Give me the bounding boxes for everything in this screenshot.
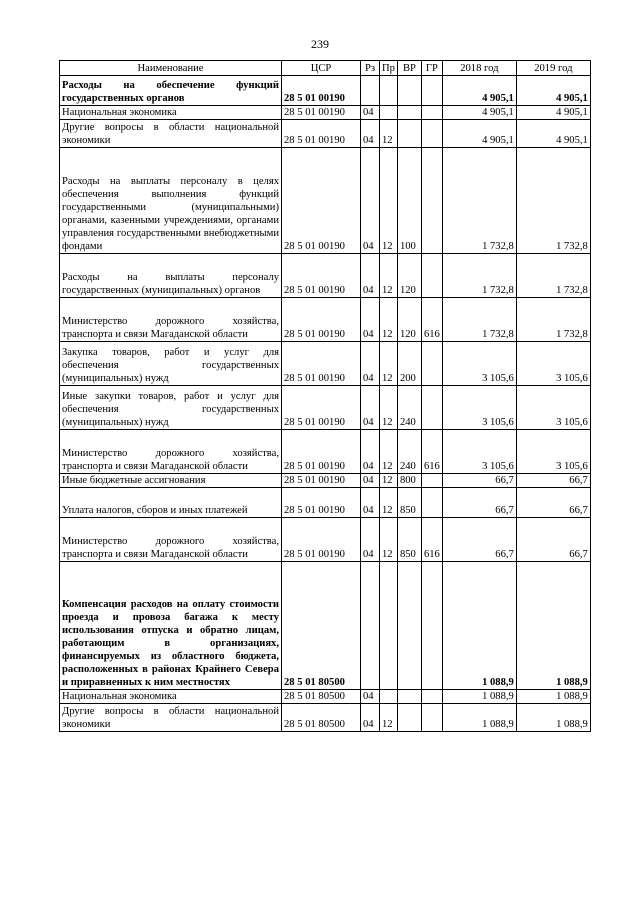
cell-2019: 3 105,6: [516, 342, 590, 386]
cell-gr: [421, 148, 442, 254]
cell-pr: 12: [380, 120, 398, 148]
table-row: [60, 474, 591, 488]
table-row: [60, 690, 591, 704]
cell-rz: 04: [361, 474, 380, 488]
cell-name: Другие вопросы в области национальной экономики: [60, 704, 282, 732]
cell-name: Национальная экономика: [60, 106, 282, 120]
cell-pr: 12: [380, 474, 398, 488]
cell-2018: 1 088,9: [442, 562, 516, 690]
cell-rz: 04: [361, 704, 380, 732]
table-row: [60, 518, 591, 562]
cell-2019: 4 905,1: [516, 76, 590, 106]
cell-csr: 28 5 01 00190: [282, 488, 361, 518]
cell-gr: [421, 690, 442, 704]
cell-vr: [397, 562, 421, 690]
cell-name: Расходы на выплаты персоналу государственных (муниципальных) органов: [60, 254, 282, 298]
table-row: [60, 342, 591, 386]
cell-2018: 66,7: [442, 474, 516, 488]
cell-vr: 100: [397, 148, 421, 254]
cell-csr: 28 5 01 00190: [282, 430, 361, 474]
cell-gr: 616: [421, 430, 442, 474]
cell-csr: 28 5 01 80500: [282, 562, 361, 690]
cell-2019: 1 088,9: [516, 562, 590, 690]
cell-2019: 1 088,9: [516, 690, 590, 704]
header-gr: ГР: [421, 61, 442, 76]
cell-vr: 240: [397, 386, 421, 430]
header-name: Наименование: [60, 61, 282, 76]
cell-2018: 66,7: [442, 488, 516, 518]
header-2019: 2019 год: [516, 61, 590, 76]
header-rz: Рз: [361, 61, 380, 76]
cell-pr: 12: [380, 386, 398, 430]
cell-name: Национальная экономика: [60, 690, 282, 704]
cell-name: Иные бюджетные ассигнования: [60, 474, 282, 488]
cell-name: Министерство дорожного хозяйства, транспорта и связи Магаданской области: [60, 518, 282, 562]
cell-2018: 4 905,1: [442, 120, 516, 148]
cell-2019: 1 732,8: [516, 298, 590, 342]
table-row: [60, 298, 591, 342]
cell-pr: 12: [380, 298, 398, 342]
table-row: [60, 430, 591, 474]
cell-rz: 04: [361, 298, 380, 342]
cell-2018: 1 088,9: [442, 704, 516, 732]
cell-pr: 12: [380, 148, 398, 254]
cell-gr: 616: [421, 298, 442, 342]
cell-rz: 04: [361, 120, 380, 148]
table-row: [60, 76, 591, 106]
cell-gr: [421, 488, 442, 518]
cell-csr: 28 5 01 00190: [282, 120, 361, 148]
table-row: [60, 386, 591, 430]
cell-rz: 04: [361, 342, 380, 386]
cell-csr: 28 5 01 00190: [282, 76, 361, 106]
cell-rz: [361, 562, 380, 690]
cell-vr: [397, 120, 421, 148]
cell-rz: 04: [361, 690, 380, 704]
cell-pr: [380, 106, 398, 120]
cell-2019: 3 105,6: [516, 430, 590, 474]
table-row: [60, 488, 591, 518]
cell-2018: 4 905,1: [442, 106, 516, 120]
cell-csr: 28 5 01 00190: [282, 148, 361, 254]
cell-csr: 28 5 01 00190: [282, 106, 361, 120]
cell-2018: 4 905,1: [442, 76, 516, 106]
cell-2019: 1 732,8: [516, 148, 590, 254]
cell-csr: 28 5 01 80500: [282, 690, 361, 704]
cell-2018: 1 732,8: [442, 298, 516, 342]
cell-2018: 3 105,6: [442, 342, 516, 386]
header-2018: 2018 год: [442, 61, 516, 76]
cell-gr: [421, 704, 442, 732]
cell-2019: 4 905,1: [516, 120, 590, 148]
cell-vr: 850: [397, 488, 421, 518]
cell-rz: 04: [361, 488, 380, 518]
page-number: 239: [311, 37, 329, 51]
cell-csr: 28 5 01 00190: [282, 342, 361, 386]
cell-vr: 850: [397, 518, 421, 562]
cell-vr: 120: [397, 254, 421, 298]
cell-pr: 12: [380, 430, 398, 474]
budget-table: [59, 60, 591, 732]
table-body: [60, 76, 591, 732]
cell-csr: 28 5 01 00190: [282, 518, 361, 562]
cell-rz: 04: [361, 106, 380, 120]
cell-csr: 28 5 01 00190: [282, 386, 361, 430]
cell-2019: 1 732,8: [516, 254, 590, 298]
cell-gr: [421, 474, 442, 488]
cell-2019: 1 088,9: [516, 704, 590, 732]
cell-gr: 616: [421, 518, 442, 562]
table-row: [60, 120, 591, 148]
table-header-row: [60, 61, 591, 76]
cell-2018: 1 732,8: [442, 254, 516, 298]
table-row: [60, 148, 591, 254]
cell-name: Расходы на обеспечение функций государственных органов: [60, 76, 282, 106]
cell-gr: [421, 562, 442, 690]
cell-vr: 120: [397, 298, 421, 342]
cell-csr: 28 5 01 00190: [282, 254, 361, 298]
cell-vr: 800: [397, 474, 421, 488]
cell-pr: 12: [380, 488, 398, 518]
header-csr: ЦСР: [282, 61, 361, 76]
cell-rz: 04: [361, 148, 380, 254]
cell-gr: [421, 106, 442, 120]
cell-vr: 200: [397, 342, 421, 386]
header-vr: ВР: [397, 61, 421, 76]
cell-gr: [421, 386, 442, 430]
cell-2019: 66,7: [516, 518, 590, 562]
table-row: [60, 106, 591, 120]
cell-2018: 3 105,6: [442, 430, 516, 474]
cell-gr: [421, 76, 442, 106]
cell-vr: [397, 76, 421, 106]
cell-2019: 66,7: [516, 488, 590, 518]
cell-vr: [397, 704, 421, 732]
cell-2018: 1 088,9: [442, 690, 516, 704]
cell-rz: 04: [361, 430, 380, 474]
cell-vr: [397, 106, 421, 120]
cell-2018: 1 732,8: [442, 148, 516, 254]
cell-2019: 4 905,1: [516, 106, 590, 120]
cell-gr: [421, 342, 442, 386]
table-row: [60, 254, 591, 298]
cell-vr: 240: [397, 430, 421, 474]
cell-pr: 12: [380, 704, 398, 732]
cell-pr: [380, 76, 398, 106]
cell-csr: 28 5 01 00190: [282, 298, 361, 342]
cell-csr: 28 5 01 00190: [282, 474, 361, 488]
cell-2018: 3 105,6: [442, 386, 516, 430]
cell-2018: 66,7: [442, 518, 516, 562]
cell-name: Уплата налогов, сборов и иных платежей: [60, 488, 282, 518]
cell-rz: 04: [361, 254, 380, 298]
cell-csr: 28 5 01 80500: [282, 704, 361, 732]
cell-pr: 12: [380, 342, 398, 386]
cell-name: Иные закупки товаров, работ и услуг для обеспечения государственных (муниципальных) нужд: [60, 386, 282, 430]
cell-rz: 04: [361, 386, 380, 430]
cell-pr: 12: [380, 254, 398, 298]
cell-gr: [421, 254, 442, 298]
cell-2019: 66,7: [516, 474, 590, 488]
cell-2019: 3 105,6: [516, 386, 590, 430]
cell-name: Другие вопросы в области национальной экономики: [60, 120, 282, 148]
header-pr: Пр: [380, 61, 398, 76]
cell-rz: [361, 76, 380, 106]
table-row: [60, 704, 591, 732]
cell-rz: 04: [361, 518, 380, 562]
cell-name: Компенсация расходов на оплату стоимости проезда и провоза багажа к месту использования отпуска и обратно лицам, работающим в организациях, финансируемых из областного бюджета, расположенных в районах Крайнего Севера и приравненных к ним местностях: [60, 562, 282, 690]
cell-name: Расходы на выплаты персоналу в целях обеспечения выполнения функций государственными (муниципальными) органами, казенными учреждениями, органами управления государственными внебюджетными фондами: [60, 148, 282, 254]
cell-name: Закупка товаров, работ и услуг для обеспечения государственных (муниципальных) нужд: [60, 342, 282, 386]
cell-pr: [380, 562, 398, 690]
table-row: [60, 562, 591, 690]
cell-gr: [421, 120, 442, 148]
cell-pr: [380, 690, 398, 704]
cell-pr: 12: [380, 518, 398, 562]
cell-name: Министерство дорожного хозяйства, транспорта и связи Магаданской области: [60, 298, 282, 342]
cell-vr: [397, 690, 421, 704]
cell-name: Министерство дорожного хозяйства, транспорта и связи Магаданской области: [60, 430, 282, 474]
